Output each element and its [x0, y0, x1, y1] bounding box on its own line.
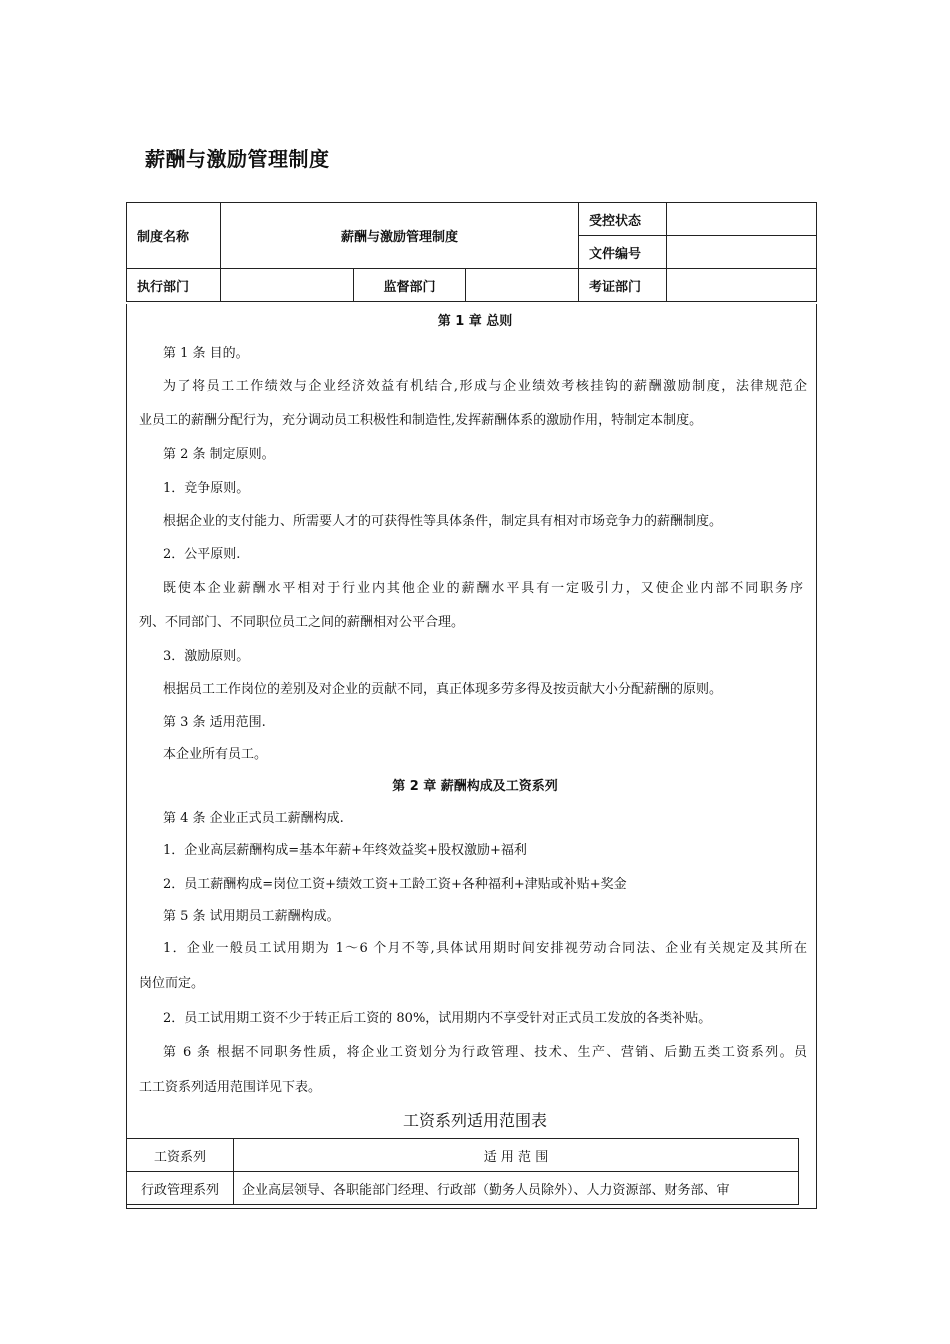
principle-2-heading: 2．公平原则.: [163, 547, 241, 562]
chapter-2-heading: 第 2 章 薪酬构成及工资系列: [392, 779, 558, 794]
principle-1-text: 根据企业的支付能力、所需要人才的可获得性等具体条件，制定具有相对市场竞争力的薪酬制度。: [163, 514, 723, 529]
article-4-item-2: 2．员工薪酬构成=岗位工资+绩效工资+工龄工资+各种福利+津贴或补贴+奖金: [163, 877, 627, 892]
verify-dept-label: 考证部门: [579, 269, 667, 302]
range-table-row-scope: 企业高层领导、各职能部门经理、行政部（勤务人员除外）、人力资源部、财务部、审: [234, 1172, 799, 1205]
principle-2-text-line-1: 既使本企业薪酬水平相对于行业内其他企业的薪酬水平具有一定吸引力，又使企业内部不同职务序: [163, 581, 803, 596]
verify-dept-value: [667, 269, 817, 302]
salary-series-range-table: [126, 1138, 799, 1205]
range-table-title: 工资系列适用范围表: [402, 1111, 547, 1130]
range-table-header-scope: 适 用 范 围: [234, 1139, 799, 1172]
range-table-row-name: 行政管理系列: [127, 1172, 234, 1205]
range-table-header-series: 工资系列: [127, 1139, 234, 1172]
control-status-value: [667, 203, 817, 236]
article-5-item-1-line-2: 岗位而定。: [139, 976, 205, 991]
principle-1-heading: 1．竞争原则。: [163, 481, 250, 496]
article-1-para-line-1: 为了将员工工作绩效与企业经济效益有机结合,形成与企业绩效考核挂钩的薪酬激励制度，法律规范企: [163, 379, 807, 394]
header-info-table: [126, 202, 817, 302]
exec-dept-label: 执行部门: [127, 269, 221, 302]
article-6-line-1: 第 6 条 根据不同职务性质，将企业工资划分为行政管理、技术、生产、营销、后勤五类工资系列。员: [163, 1045, 807, 1060]
article-6-line-2: 工工资系列适用范围详见下表。: [139, 1080, 322, 1095]
article-4-item-1: 1．企业高层薪酬构成=基本年薪+年终效益奖+股权激励+福利: [163, 843, 527, 858]
chapter-1-heading: 第 1 章 总则: [437, 314, 513, 329]
article-5-item-1-line-1: 1．企业一般员工试用期为 1～6 个月不等,具体试用期时间安排视劳动合同法、企业有关规定及其所在: [163, 941, 807, 956]
article-5-heading: 第 5 条 试用期员工薪酬构成。: [163, 909, 340, 924]
principle-3-text: 根据员工工作岗位的差别及对企业的贡献不同，真正体现多劳多得及按贡献大小分配薪酬的原则。: [163, 682, 723, 697]
supervise-dept-value: [466, 269, 579, 302]
article-1-heading: 第 1 条 目的。: [163, 346, 249, 361]
control-status-label: 受控状态: [579, 203, 667, 236]
doc-number-value: [667, 236, 817, 269]
exec-dept-value: [221, 269, 354, 302]
article-2-heading: 第 2 条 制定原则。: [163, 447, 275, 462]
doc-number-label: 文件编号: [579, 236, 667, 269]
article-3-heading: 第 3 条 适用范围.: [163, 715, 266, 730]
document-title: 薪酬与激励管理制度: [145, 147, 330, 171]
article-4-heading: 第 4 条 企业正式员工薪酬构成.: [163, 811, 344, 826]
principle-2-text-line-2: 列、不同部门、不同职位员工之间的薪酬相对公平合理。: [139, 615, 465, 630]
principle-3-heading: 3．激励原则。: [163, 649, 250, 664]
article-5-item-2: 2．员工试用期工资不少于转正后工资的 80%，试用期内不享受针对正式员工发放的各类补贴。: [163, 1011, 712, 1026]
article-3-text: 本企业所有员工。: [163, 747, 268, 762]
supervise-dept-label: 监督部门: [354, 269, 466, 302]
name-label: 制度名称: [127, 203, 221, 269]
name-value: 薪酬与激励管理制度: [221, 203, 579, 269]
article-1-para-line-2: 业员工的薪酬分配行为，充分调动员工积极性和制造性,发挥薪酬体系的激励作用，特制定本制度。: [139, 413, 703, 428]
